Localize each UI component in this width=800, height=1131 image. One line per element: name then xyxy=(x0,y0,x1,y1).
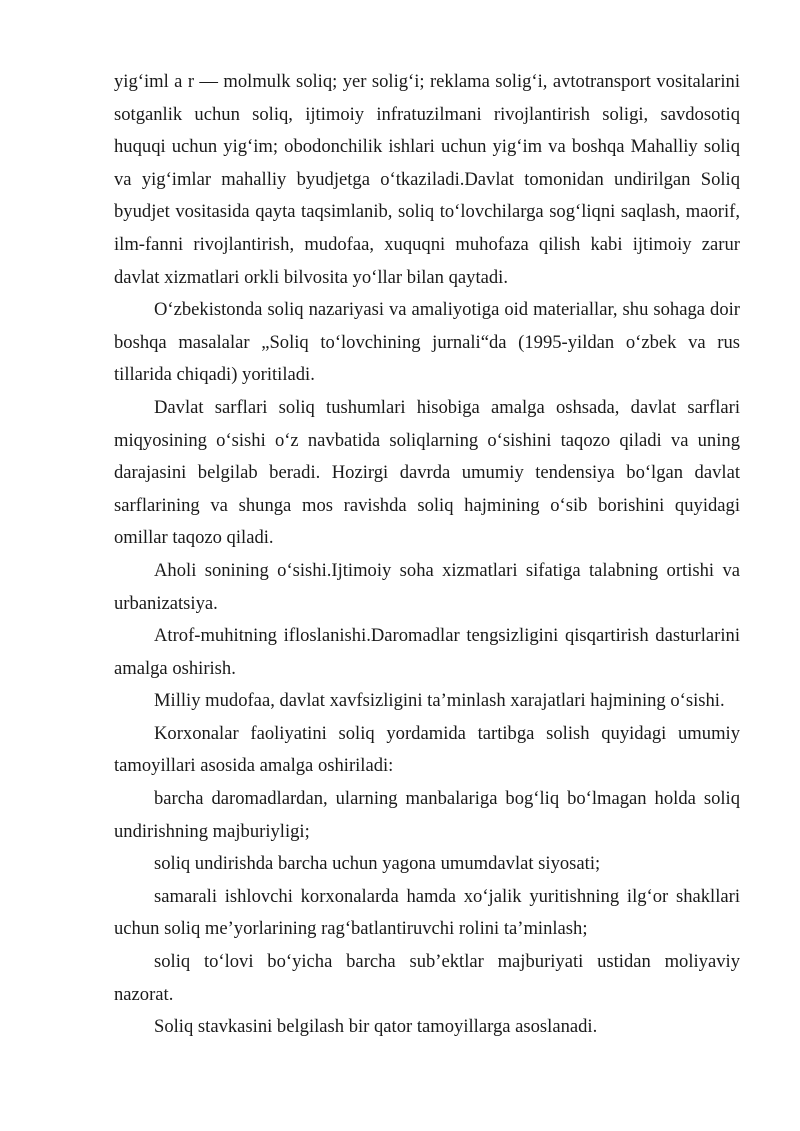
document-page xyxy=(114,66,740,1044)
paragraph-principle-incentive: samarali ishlovchi korxonalarda hamda xo‘jalik yuritishning ilg‘or shakllari uchun soliq me’yorlarining rag‘batlantiruvchi rolini ta’minlash; xyxy=(114,885,740,940)
paragraph-tax-journal: O‘zbekistonda soliq nazariyasi va amaliyotiga oid materiallar, shu sohaga doir boshqa masalalar „Soliq to‘lovchining jurnali“da (1995-yildan o‘zbek va rus tillarida chiqadi) yoritiladi. xyxy=(114,299,740,386)
paragraph-tax-rate: Soliq stavkasini belgilash bir qator tamoyillarga asoslanadi. xyxy=(154,1016,598,1038)
paragraph-regulation-principles: Korxonalar faoliyatini soliq yordamida tartibga solish quyidagi umumiy tamoyillari asosida amalga oshiriladi: xyxy=(114,722,740,777)
paragraph-population-growth: Aholi sonining o‘sishi.Ijtimoiy soha xizmatlari sifatiga talabning ortishi va urbanizatsiya. xyxy=(114,559,740,614)
paragraph-local-taxes: yig‘iml a r — molmulk soliq; yer solig‘i; reklama solig‘i, avtotransport vositalarini sotganlik uchun soliq, ijtimoiy infratuzilmani rivojlantirish soligi, savdosotiq huquqi uchun yig‘im; obodonchilik ishlari uchun yig‘im va boshqa Mahalliy soliq va yig‘imlar mahalliy byudjetga o‘tkaziladi.Davlat tomonidan undirilgan Soliq byudjet vositasida qayta taqsimlanib, soliq to‘lovchilarga sog‘liqni saqlash, maorif, ilm-fanni rivojlantirish, mudofaa, xuquqni muhofaza qilish kabi ijtimoiy zarur davlat xizmatlari orkli bilvosita yo‘llar bilan qaytadi. xyxy=(114,71,740,288)
paragraph-environment: Atrof-muhitning ifloslanishi.Daromadlar tengsizligini qisqartirish dasturlarini amalga oshirish. xyxy=(114,625,740,679)
paragraph-principle-mandatory: barcha daromadlardan, ularning manbalariga bog‘liq bo‘lmagan holda soliq undirishning majburiyligi; xyxy=(114,788,740,842)
paragraph-defense: Milliy mudofaa, davlat xavfsizligini ta’minlash xarajatlari hajmining o‘sishi. xyxy=(154,690,725,712)
paragraph-principle-control: soliq to‘lovi bo‘yicha barcha sub’ektlar majburiyati ustidan moliyaviy nazorat. xyxy=(114,951,740,1005)
paragraph-principle-unified-policy: soliq undirishda barcha uchun yagona umumdavlat siyosati; xyxy=(154,853,601,875)
paragraph-state-expenditure: Davlat sarflari soliq tushumlari hisobiga amalga oshsada, davlat sarflari miqyosining o‘sishi o‘z navbatida soliqlarning o‘sishini taqozo qiladi va uning darajasini belgilab beradi. Hozirgi davrda umumiy tendensiya bo‘lgan davlat sarflarining va shunga mos ravishda soliq hajmining o‘sib borishini quyidagi omillar taqozo qiladi. xyxy=(114,396,740,549)
